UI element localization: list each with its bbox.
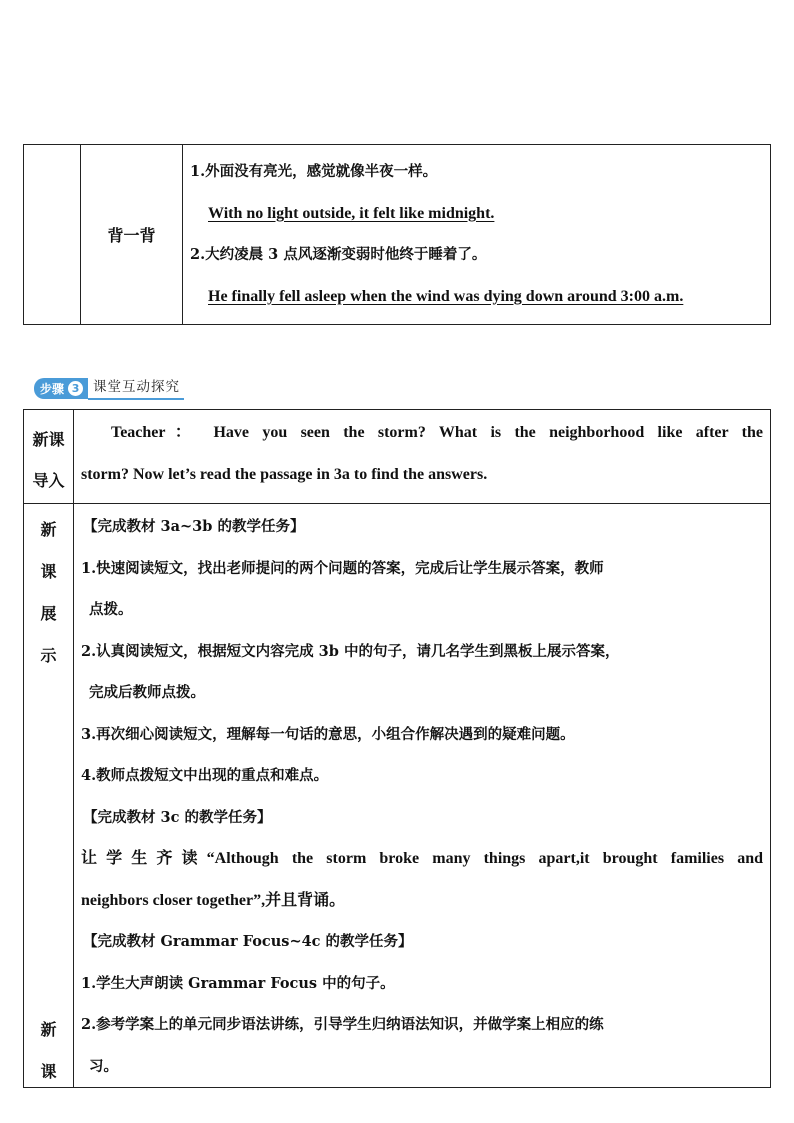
show-content [74, 504, 771, 1088]
recite-content [183, 145, 771, 325]
show-line-11: 【完成教材 Grammar Focus~4c 的教学任务】 [83, 933, 413, 950]
show-label-char-4: 示 [40, 646, 57, 665]
show-line-2: 1.快速阅读短文，找出老师提问的两个问题的答案，完成后让学生展示答案，教师 [81, 559, 604, 577]
show-line-3: 点拨。 [89, 601, 133, 618]
intro-label [24, 410, 74, 504]
show-line-4: 2.认真阅读短文，根据短文内容完成 3b 中的句子，请几名学生到黑板上展示答案， [81, 642, 620, 660]
intro-content [74, 410, 771, 504]
show-label-char-5: 新 [40, 1020, 57, 1039]
recite-zh-1: 1.外面没有亮光，感觉就像半夜一样。 [190, 163, 438, 180]
recite-zh-2: 2.大约凌晨 3 点风逐渐变弱时他终于睡着了。 [190, 246, 487, 263]
intro-line-2: storm? Now let’s read the passage in 3a to find the answers. [81, 465, 488, 483]
intro-line-1: Teacher： Have you seen the storm? What is the neighborhood like after the [111, 424, 763, 441]
show-label-char-2: 课 [40, 562, 57, 581]
show-label [24, 504, 74, 1088]
show-line-9: 让学生齐读“Although the storm broke many things apart,it brought families and [81, 850, 763, 867]
intro-label-line1: 新课 [32, 430, 65, 449]
intro-label-line2: 导入 [32, 471, 65, 490]
show-line-14: 习。 [89, 1057, 118, 1075]
show-line-1: 【完成教材 3a~3b 的教学任务】 [83, 518, 305, 535]
step-number: 3 [68, 381, 83, 396]
show-line-5: 完成后教师点拨。 [89, 684, 205, 701]
show-label-char-6: 课 [40, 1062, 57, 1081]
step-title: 课堂互动探究 [88, 377, 184, 400]
step-badge [34, 378, 88, 399]
show-line-13: 2.参考学案上的单元同步语法讲练，引导学生归纳语法知识，并做学案上相应的练 [81, 1016, 604, 1033]
show-line-6: 3.再次细心阅读短文，理解每一句话的意思，小组合作解决遇到的疑难问题。 [81, 725, 575, 743]
show-label-char-3: 展 [40, 604, 57, 623]
show-line-8: 【完成教材 3c 的教学任务】 [83, 808, 272, 826]
show-label-char-1: 新 [40, 520, 57, 539]
show-line-10: neighbors closer together”,并且背诵。 [81, 891, 346, 909]
recite-en-1: With no light outside, it felt like midnight. [208, 204, 495, 222]
show-line-7: 4.教师点拨短文中出现的重点和难点。 [81, 767, 329, 784]
step-header [34, 378, 184, 399]
recite-table [23, 144, 771, 325]
blank-cell [24, 145, 81, 325]
recite-label: 背一背 [81, 145, 183, 325]
recite-en-2: He finally fell asleep when the wind was dying down around 3:00 a.m. [208, 287, 684, 305]
show-line-12: 1.学生大声朗读 Grammar Focus 中的句子。 [81, 974, 395, 992]
step-badge-label: 步骤 [40, 382, 65, 396]
lesson-table [23, 409, 771, 1088]
